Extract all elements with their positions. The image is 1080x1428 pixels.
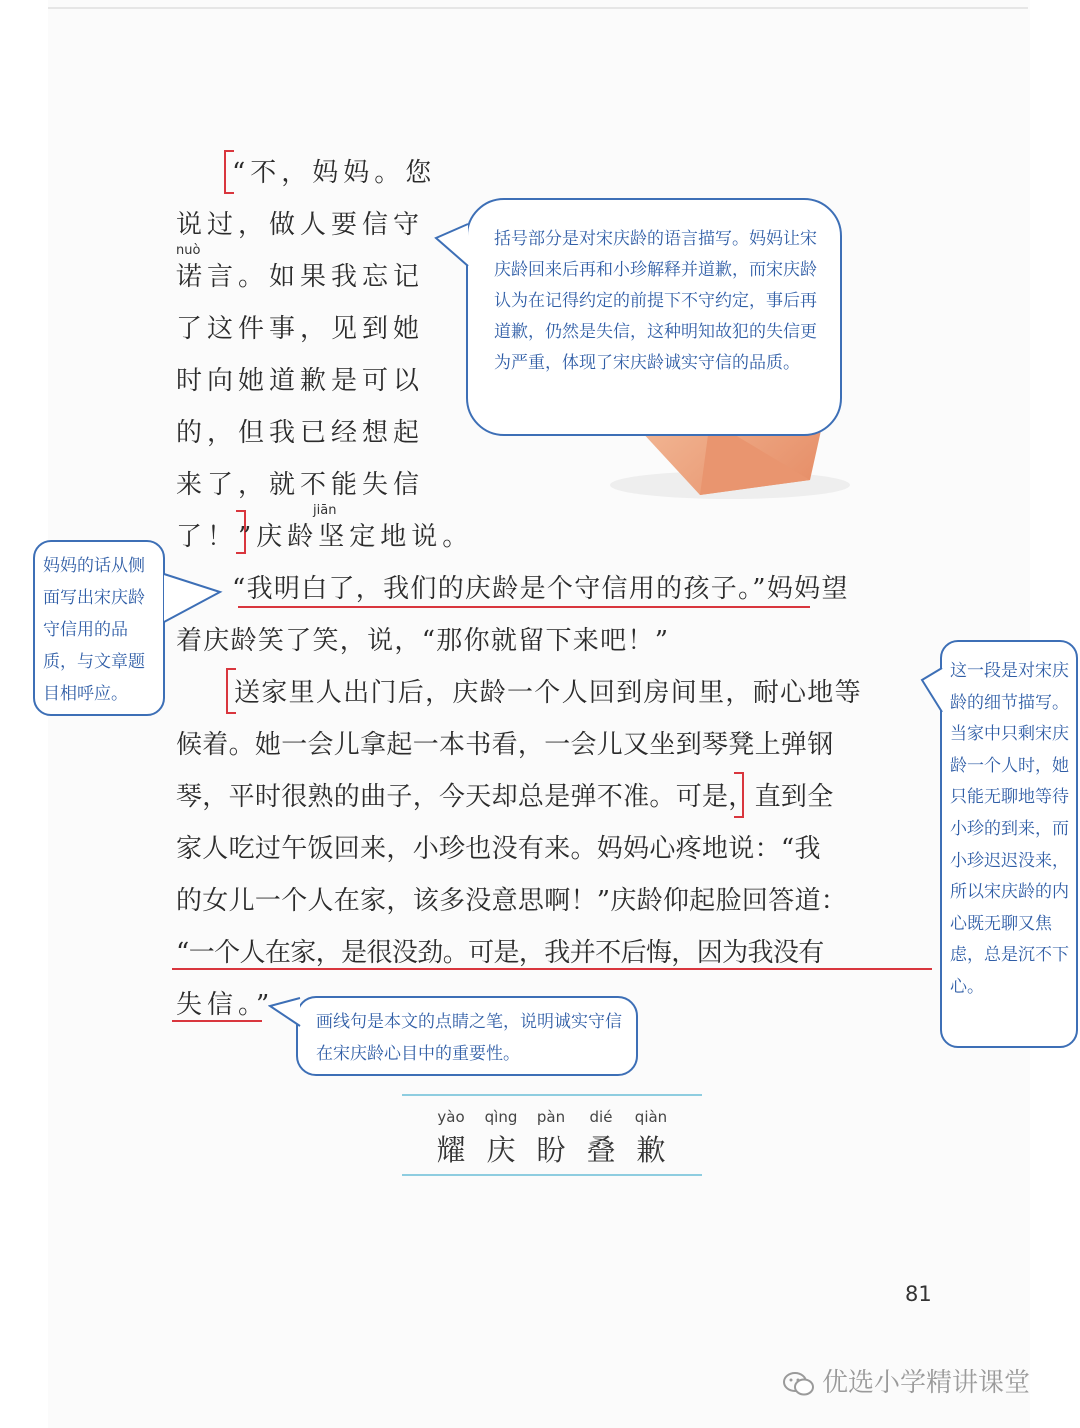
text-line: “我明白了，我们的庆龄是个守信用的孩子。”妈妈望 [232,574,849,604]
watermark-text: 优选小学精讲课堂 [822,1368,1031,1398]
speech-tail [434,222,470,270]
character-glyph: 盼 [536,1133,566,1167]
character-glyph: 耀 [436,1133,466,1167]
text-line: 失信。” [176,990,275,1020]
underline [172,1020,262,1022]
character-entry [476,1108,526,1169]
speech-tail [920,666,944,716]
top-rule [48,7,1028,9]
annotation-language-description [466,198,842,436]
note-text: 这一段是对宋庆龄的细节描写。当家中只剩宋庆龄一个人时，她只能无聊地等待小珍的到来，而小珍迟迟没来，所以宋庆龄的内心既无聊又焦虑，总是沉不下心。 [950,661,1069,997]
text-line: 时向她道歉是可以 [176,366,425,396]
text-line: “一个人在家，是很没劲。可是，我并不后悔，因为我没有 [176,938,824,968]
text-line: 了！”庆龄坚定地说。 [176,522,474,552]
text-line: 诺言。如果我忘记 [176,262,425,292]
character-entry [426,1108,476,1169]
character-pinyin: yào [437,1108,465,1126]
text-line: 的，但我已经想起 [176,418,425,448]
note-text: 画线句是本文的点睛之笔，说明诚实守信在宋庆龄心目中的重要性。 [316,1012,622,1064]
text-line: “不，妈妈。您 [232,158,437,188]
note-text: 括号部分是对宋庆龄的语言描写。妈妈让宋庆龄回来后再和小珍解释并道歉，而宋庆龄认为在记得约定的前提下不守约定，事后再道歉，仍然是失信，这种明知故犯的失信更为严重，体现了宋庆龄诚实守信的品质。 [494,229,817,373]
watermark [782,1362,1030,1399]
text-line: 了这件事，见到她 [176,314,425,344]
character-pinyin: qiàn [634,1108,668,1126]
panel-top-rule [402,1094,702,1096]
note-text: 妈妈的话从侧面写出宋庆龄守信用的品质，与文章题目相呼应。 [43,556,145,704]
page-number: 81 [905,1282,932,1306]
character-pinyin: pàn [536,1108,566,1126]
new-characters-panel [402,1094,702,1178]
character-pinyin: qìng [484,1108,518,1126]
panel-bottom-rule [402,1174,702,1176]
speech-tail [162,570,224,630]
annotation-underlined-sentence [296,996,638,1076]
pinyin-annotation: nuò [176,243,201,258]
text-line: 来了，就不能失信 [176,470,425,500]
text-line: 候着。她一会儿拿起一本书看，一会儿又坐到琴凳上弹钢 [176,730,834,760]
annotation-mother-words [33,540,165,716]
character-entry [626,1108,676,1169]
character-glyph: 歉 [636,1133,666,1167]
character-pinyin: dié [589,1108,613,1126]
character-entry [526,1108,576,1169]
underline [172,968,932,970]
character-glyph: 叠 [586,1133,616,1167]
wechat-icon [782,1370,816,1398]
speech-tail [268,990,302,1030]
annotation-detail-description [940,640,1078,1048]
text-line: 的女儿一个人在家，该多没意思啊！”庆龄仰起脸回答道： [176,886,848,916]
pinyin-annotation: jiān [313,503,337,518]
underline [238,606,810,608]
character-entry [576,1108,626,1169]
text-line: 说过，做人要信守 [176,210,425,240]
text-line: 送家里人出门后，庆龄一个人回到房间里，耐心地等 [234,678,862,708]
text-line: 着庆龄笑了笑，说，“那你就留下来吧！” [176,626,670,656]
text-line: 家人吃过午饭回来，小珍也没有来。妈妈心疼地说：“我 [176,834,821,864]
text-line: 琴，平时很熟的曲子，今天却总是弹不准。可是，直到全 [176,782,834,812]
character-glyph: 庆 [486,1133,516,1167]
